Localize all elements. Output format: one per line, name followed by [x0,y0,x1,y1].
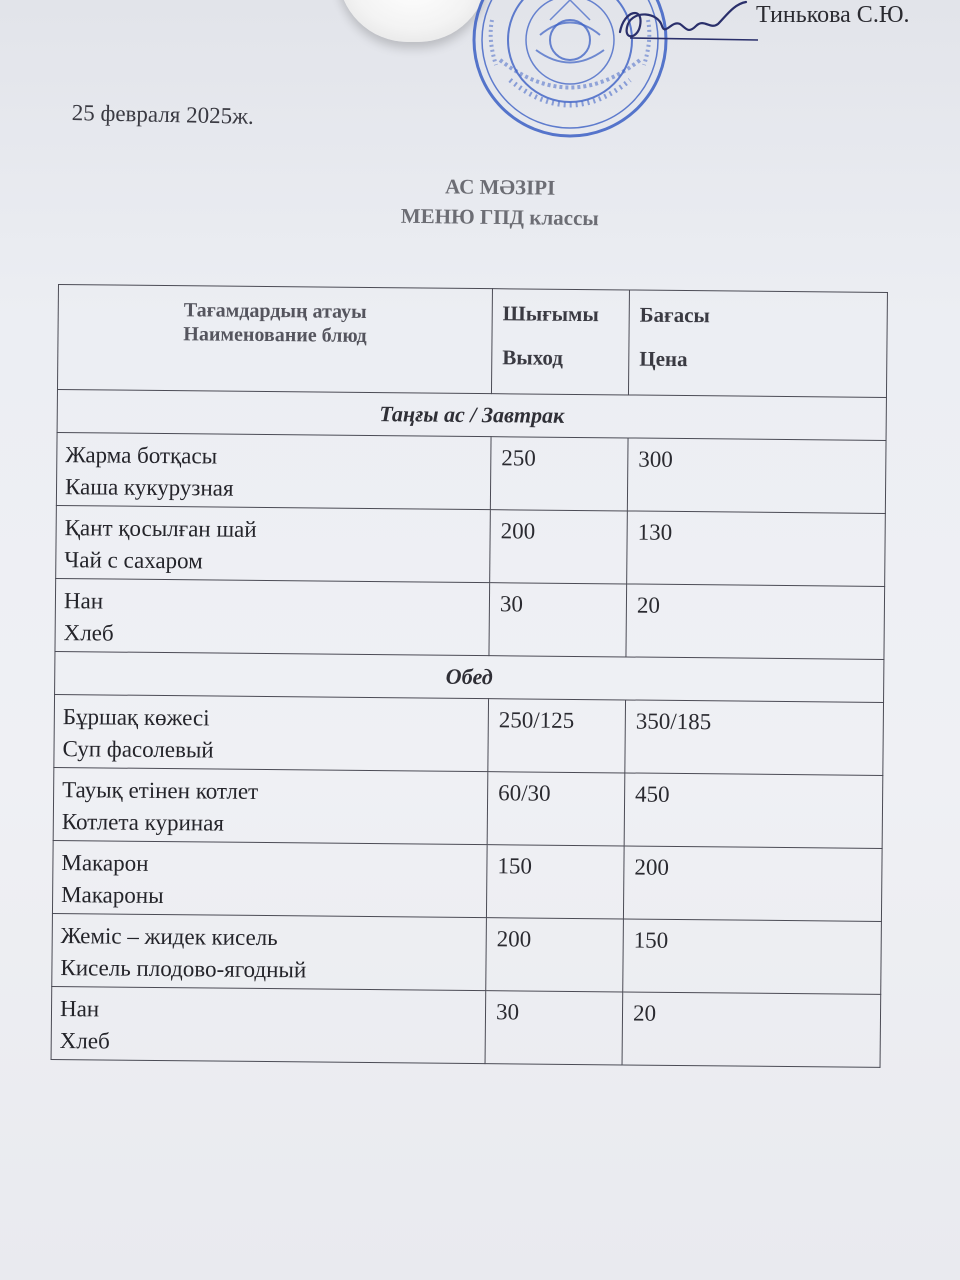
table-row [52,913,882,994]
column-header-name-ru: Наименование блюд [183,323,367,347]
dish-name-ru: Хлеб [59,1028,110,1054]
menu-table [51,284,888,1068]
column-header-name [57,285,492,394]
dish-output: 200 [490,510,628,584]
dish-price: 200 [623,846,882,921]
dish-name-kz: Жеміс – жидек кисель [60,923,278,951]
column-header-price-kz: Бағасы [639,302,710,328]
dish-name-ru: Хлеб [63,620,114,646]
dish-output: 150 [486,845,624,919]
dish-output: 30 [489,583,627,657]
column-header-price [628,290,887,397]
dish-name-kz: Макарон [61,850,149,876]
dish-price: 350/185 [625,700,884,775]
dish-price: 130 [627,511,886,586]
dish-name-kz: Нан [63,588,104,614]
document-title [300,170,701,235]
dish-name-kz: Бұршақ көжесі [62,704,210,731]
column-header-output [491,289,629,395]
dish-name-kz: Нан [59,996,100,1022]
dish-name-ru: Кисель плодово-ягодный [60,955,307,983]
signature-icon [610,0,760,50]
dish-output: 30 [485,991,623,1065]
dish-name-ru: Суп фасолевый [62,736,214,763]
table-row [51,986,881,1067]
column-header-output-ru: Выход [502,345,564,370]
table-row [52,840,882,921]
dish-output: 250/125 [488,699,626,773]
dish-name-ru: Макароны [61,882,164,909]
dish-name-cell [52,840,487,917]
title-line-kz: АС МӘЗІРІ [444,174,556,200]
table-row [53,767,883,848]
title-line-ru: МЕНЮ ГПД классы [400,203,599,231]
dish-name-kz: Қант қосылған шай [64,515,257,542]
dish-name-kz: Тауық етінен котлет [62,777,259,804]
magnet-icon [338,0,488,42]
dish-price: 20 [622,992,881,1067]
table-row [54,694,884,775]
dish-name-ru: Чай с сахаром [64,547,203,574]
dish-price: 450 [624,773,883,848]
column-header-price-ru: Цена [639,346,688,372]
dish-name-cell [51,986,486,1063]
dish-output: 60/30 [487,772,625,846]
dish-name-kz: Жарма ботқасы [65,442,218,469]
dish-name-cell [52,913,487,990]
column-header-name-kz: Тағамдардың атауы [183,299,367,323]
document-date: 25 февраля 2025ж. [71,100,255,129]
dish-name-cell [54,694,489,771]
dish-name-ru: Котлета куриная [61,809,225,836]
table-row [56,505,886,586]
section-title: Таңғы ас / Завтрак [57,389,886,440]
approver-name: Тинькова С.Ю. [756,2,910,28]
section-title: Обед [55,651,884,702]
dish-name-ru: Каша кукурузная [64,474,234,501]
dish-name-cell [56,432,491,509]
dish-output: 200 [486,918,624,992]
dish-price: 300 [627,438,886,513]
dish-price: 150 [623,919,882,994]
table-row [55,578,885,659]
dish-name-cell [53,767,488,844]
dish-name-cell [55,578,490,655]
table-header-row [57,285,887,398]
table-row [56,432,886,513]
dish-name-cell [56,505,491,582]
dish-price: 20 [626,584,885,659]
column-header-output-kz: Шығымы [502,301,599,327]
dish-output: 250 [490,437,628,511]
